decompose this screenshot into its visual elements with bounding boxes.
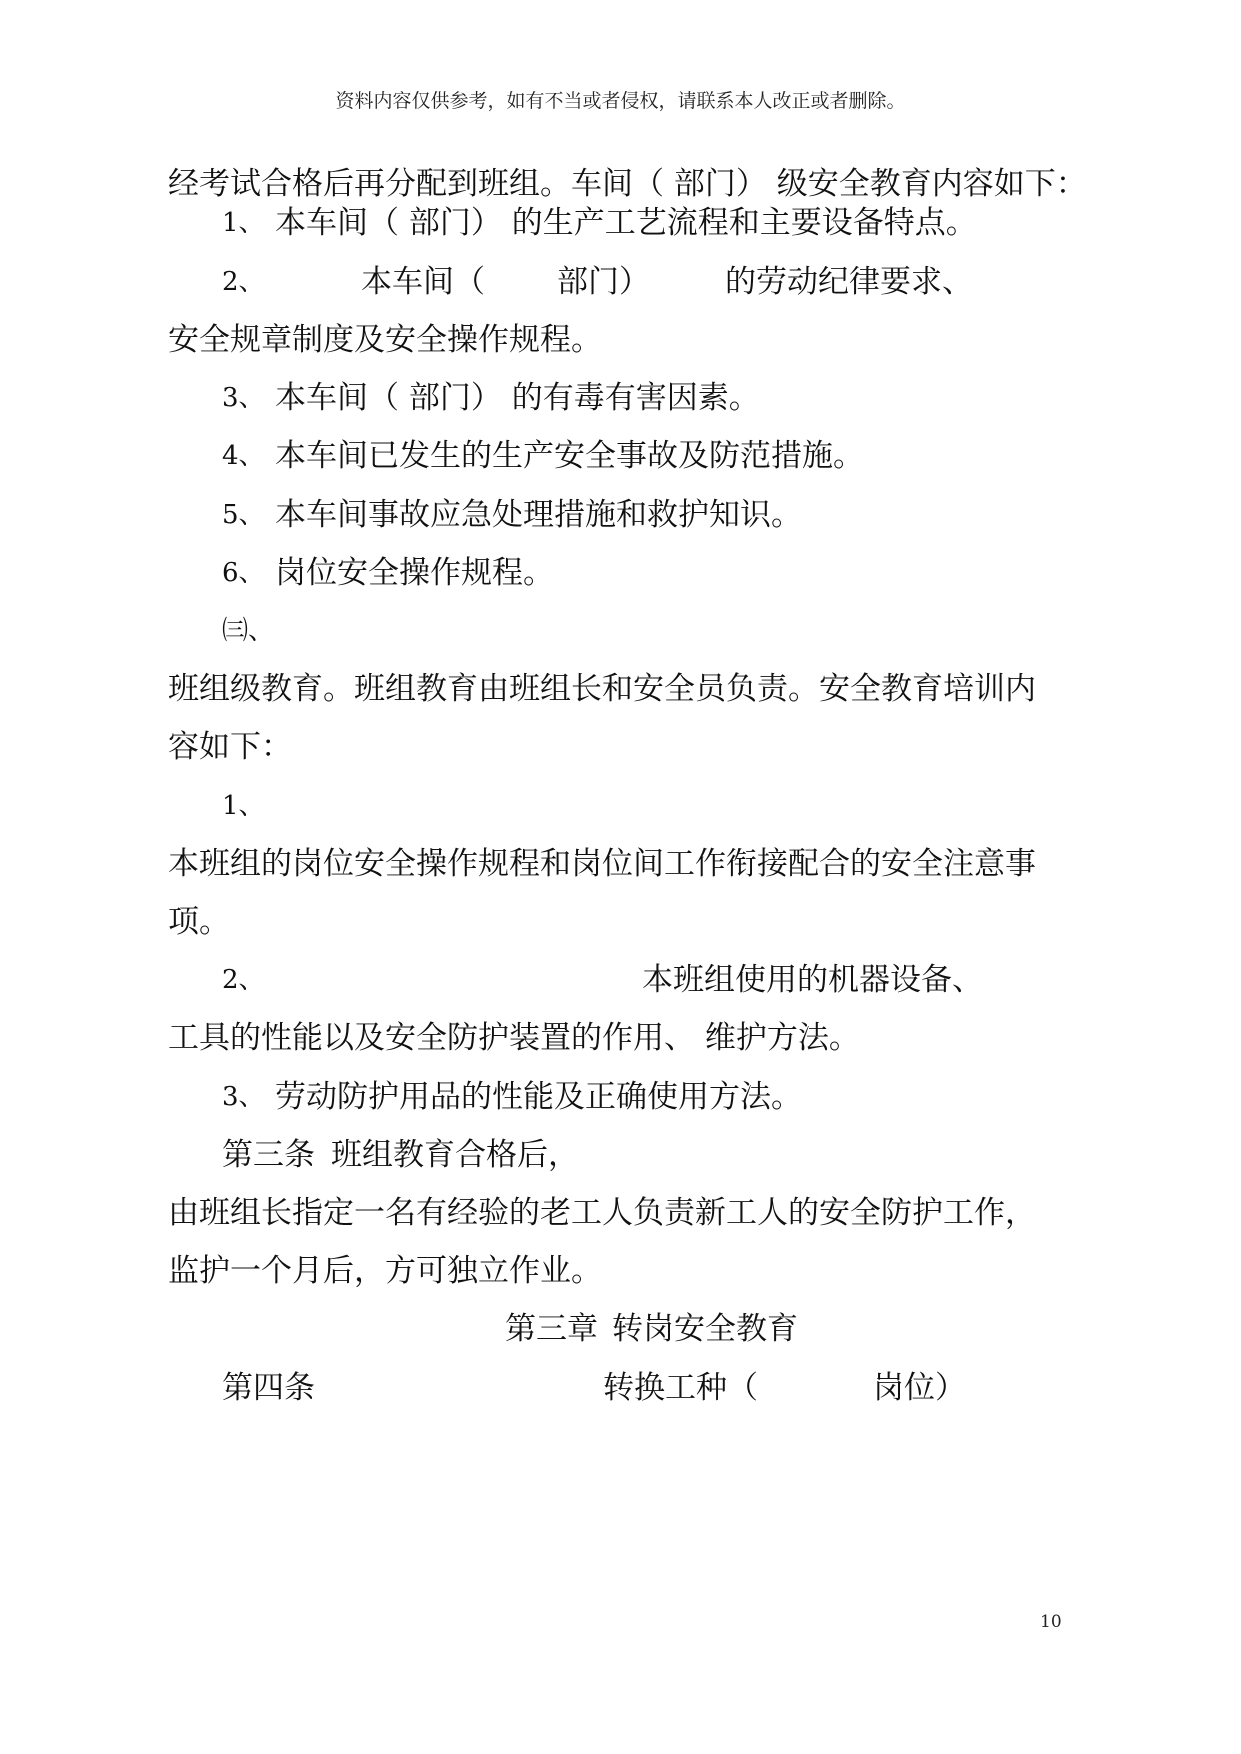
paragraph-text: 工具的性能以及安全防护装置的作用、 维护方法。 xyxy=(168,1020,860,1056)
list-item xyxy=(0,957,1241,1003)
paragraph-text: 班组教育合格后， xyxy=(331,1137,579,1173)
chapter-heading xyxy=(0,1306,1241,1352)
list-number: 2、 xyxy=(222,267,265,297)
text-line xyxy=(0,1015,1241,1061)
text-line xyxy=(0,724,1241,770)
list-item xyxy=(0,259,1241,305)
text-line xyxy=(0,1365,1241,1411)
list-item xyxy=(0,550,1241,596)
list-number: 1、 xyxy=(222,791,265,821)
chapter-label: 第三章 xyxy=(505,1311,598,1347)
text-line xyxy=(0,841,1241,887)
paragraph-text: 本班组的岗位安全操作规程和岗位间工作衔接配合的安全注意事 xyxy=(168,846,1036,882)
list-text: 本车间（ xyxy=(361,264,485,300)
list-item xyxy=(0,200,1241,246)
list-number: 6、 xyxy=(222,558,265,588)
paragraph-text: 转换工种（ xyxy=(603,1370,758,1406)
list-number: 5、 xyxy=(222,500,265,530)
text-line xyxy=(0,783,1241,829)
text-line xyxy=(0,317,1241,363)
list-number: 3、 xyxy=(222,1082,265,1112)
paragraph-text: 班组级教育。班组教育由班组长和安全员负责。安全教育培训内 xyxy=(168,671,1036,707)
list-item xyxy=(0,375,1241,421)
list-text: 的劳动纪律要求、 xyxy=(725,264,973,300)
paragraph-text: 经考试合格后再分配到班组。车间（ 部门） 级安全教育内容如下： xyxy=(168,166,1087,202)
article-label: 第三条 xyxy=(222,1137,315,1173)
paragraph-text: 安全规章制度及安全操作规程。 xyxy=(168,322,602,358)
section-number: ㈢、 xyxy=(222,616,275,646)
article-label: 第四条 xyxy=(222,1370,315,1406)
text-line xyxy=(0,1248,1241,1294)
chapter-title: 转岗安全教育 xyxy=(612,1311,798,1347)
list-text: 岗位安全操作规程。 xyxy=(275,555,554,591)
list-text: 本车间（ 部门） 的生产工艺流程和主要设备特点。 xyxy=(275,205,977,241)
list-text: 劳动防护用品的性能及正确使用方法。 xyxy=(275,1079,802,1115)
list-number: 2、 xyxy=(222,965,265,995)
disclaimer-header: 资料内容仅供参考，如有不当或者侵权，请联系本人改正或者删除。 xyxy=(335,90,906,112)
text-line xyxy=(0,666,1241,712)
paragraph-text: 项。 xyxy=(168,904,230,940)
list-text: 本车间事故应急处理措施和救护知识。 xyxy=(275,497,802,533)
text-line xyxy=(0,899,1241,945)
list-item xyxy=(0,433,1241,479)
text-line xyxy=(0,1190,1241,1236)
list-text: 本车间已发生的生产安全事故及防范措施。 xyxy=(275,438,864,474)
paragraph-text: 容如下： xyxy=(168,729,292,765)
list-item xyxy=(0,1074,1241,1120)
list-text: 本车间（ 部门） 的有毒有害因素。 xyxy=(275,380,760,416)
list-number: 1、 xyxy=(222,208,265,238)
paragraph-text: 岗位） xyxy=(873,1370,966,1406)
list-number: 4、 xyxy=(222,441,265,471)
page-number: 10 xyxy=(1040,1612,1062,1632)
list-item xyxy=(0,492,1241,538)
text-line xyxy=(0,1132,1241,1178)
paragraph-text: 由班组长指定一名有经验的老工人负责新工人的安全防护工作， xyxy=(168,1195,1036,1231)
list-text: 本班组使用的机器设备、 xyxy=(642,962,983,998)
list-number: 3、 xyxy=(222,383,265,413)
text-line xyxy=(0,608,1241,654)
paragraph-text: 监护一个月后，方可独立作业。 xyxy=(168,1253,602,1289)
list-text: 部门） xyxy=(557,264,650,300)
